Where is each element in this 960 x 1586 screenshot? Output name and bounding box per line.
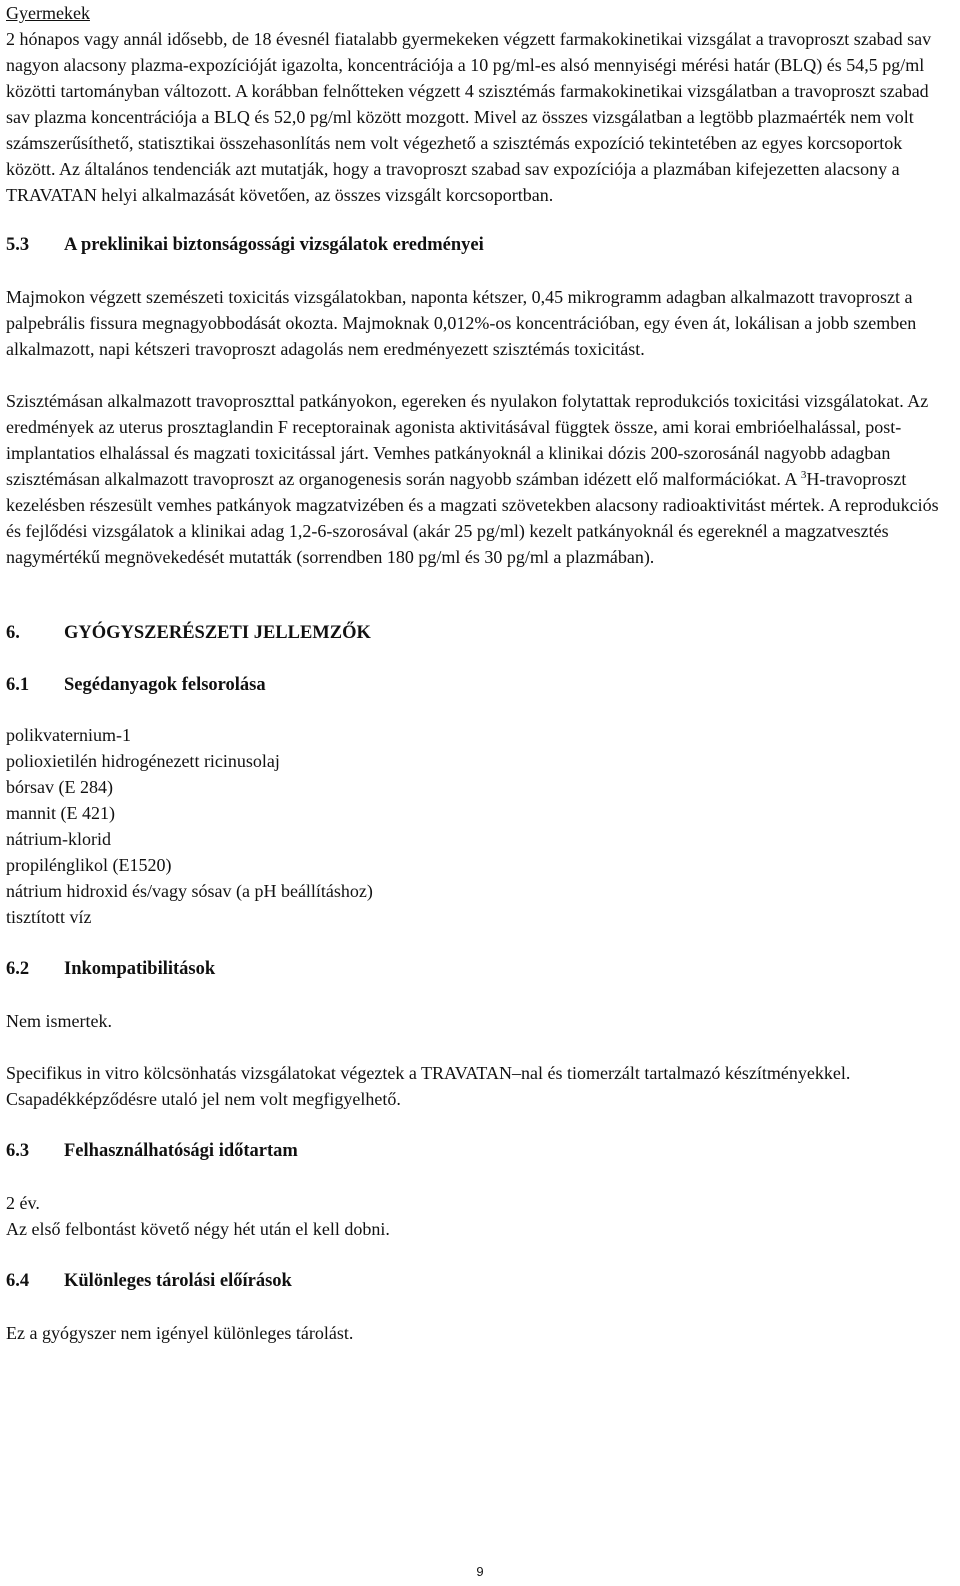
document-page	[6, 0, 951, 1346]
list-item: nátrium hidroxid és/vagy sósav (a pH beállításhoz)	[6, 881, 373, 901]
section-title: Felhasználhatósági időtartam	[64, 1141, 298, 1161]
paragraph-storage: Ez a gyógyszer nem igényel különleges tárolást.	[6, 1323, 354, 1343]
section-heading-6	[6, 620, 951, 646]
shelf-life-duration: 2 év.	[6, 1193, 40, 1213]
list-item: nátrium-klorid	[6, 829, 111, 849]
paragraph-preclinical-reproduction	[6, 388, 951, 570]
section-heading-6-3	[6, 1138, 951, 1164]
section-title: Különleges tárolási előírások	[64, 1271, 292, 1291]
shelf-life-after-opening: Az első felbontást követő négy hét után el kell dobni.	[6, 1219, 390, 1239]
section-heading-6-1	[6, 672, 951, 698]
paragraph-children-pharmacokinetics: 2 hónapos vagy annál idősebb, de 18 évesnél fiatalabb gyermekeken végzett farmakokinetikai vizsgálat a travoproszt szabad sav nagyon alacsony plazma-expozícióját igazolta, koncentrációja a 10 pg/ml-es alsó mennyiségi mérési határ (BLQ) és 54,5 pg/ml közötti tartományban változott. A korábban felnőtteken végzett 4 szisztémás farmakokinetikai vizsgálatban a travoproszt szabad sav plazma koncentrációja a BLQ és 52,0 pg/ml között mozgott. Mivel az összes vizsgálatban a legtöbb plazmaérték nem volt számszerűsíthető, statisztikai összehasonlítás nem volt végezhető a szisztémás expozíció tekintetében az egyes korcsoportok között. Az általános tendenciák azt mutatják, hogy a travoproszt szabad sav expozíciója a plazmában kifejezetten alacsony a TRAVATAN helyi alkalmazását követően, az összes vizsgált korcsoportban.	[6, 29, 932, 205]
list-item: mannit (E 421)	[6, 803, 115, 823]
section-number: 6.4	[6, 1271, 30, 1291]
section-number: 6.1	[6, 675, 30, 695]
section-title: A preklinikai biztonságossági vizsgálatok eredményei	[64, 235, 484, 255]
list-item: polioxietilén hidrogénezett ricinusolaj	[6, 751, 280, 771]
list-item: bórsav (E 284)	[6, 777, 113, 797]
section-title: GYÓGYSZERÉSZETI JELLEMZŐK	[64, 623, 371, 643]
list-item: polikvaternium-1	[6, 725, 131, 745]
section-heading-6-2	[6, 956, 951, 982]
paragraph-preclinical-monkeys: Majmokon végzett szemészeti toxicitás vizsgálatokban, naponta kétszer, 0,45 mikrogramm adagban alkalmazott travoproszt a palpebrális fissura megnagyobbodását okozta. Majmoknak 0,012%-os koncentrációban, egy éven át, lokálisan a jobb szemben alkalmazott, napi kétszeri travoproszt adagolás nem eredményezett szisztémás toxicitást.	[6, 287, 917, 359]
page-number: 9	[476, 1564, 484, 1579]
section-title: Inkompatibilitások	[64, 959, 216, 979]
list-item: propilénglikol (E1520)	[6, 855, 172, 875]
section-heading-5-3	[6, 232, 951, 258]
section-number: 5.3	[6, 235, 30, 255]
section-title: Segédanyagok felsorolása	[64, 675, 266, 695]
section-heading-6-4	[6, 1268, 951, 1294]
section-number: 6.	[6, 623, 20, 643]
paragraph-text: H-travoproszt kezelésben részesült vemhes patkányok magzatvizében és a magzati szövetekben alacsony radioaktivitást mértek. A reprodukciós és fejlődési vizsgálatok a klinikai adag 1,2-6-szorosával (akár 25 pg/ml) kezelt patkányoknál és egereknél a magzatvesztés nagymértékű megnövekedését mutatták (sorrendben 180 pg/ml és 30 pg/ml a plazmában).	[6, 469, 939, 567]
paragraph-incompatibilities-none: Nem ismertek.	[6, 1011, 112, 1031]
section-number: 6.3	[6, 1141, 30, 1161]
superscript: 3	[800, 469, 807, 481]
section-number: 6.2	[6, 959, 30, 979]
subsection-title-children: Gyermekek	[6, 3, 90, 23]
paragraph-text: Szisztémásan alkalmazott travoproszttal patkányokon, egereken és nyulakon folytattak reprodukciós toxicitási vizsgálatokat. Az eredmények az uterus prosztaglandin F receptorainak agonista aktivitásával függtek össze, ami korai embrióelhalással, post-implantatios elhalással és magzati toxicitással járt. Vemhes patkányoknál a klinikai dózis 200-szorosánál nagyobb adagban szisztémásan alkalmazott travoproszt az organogenesis során nagyobb számban idézett elő malformációkat. A	[6, 391, 929, 489]
excipient-list	[6, 722, 951, 930]
paragraph-incompatibilities-details: Specifikus in vitro kölcsönhatás vizsgálatokat végeztek a TRAVATAN–nal és tiomerzált tartalmazó készítményekkel. Csapadékképződésre utaló jel nem volt megfigyelhető.	[6, 1063, 851, 1109]
list-item: tisztított víz	[6, 907, 92, 927]
